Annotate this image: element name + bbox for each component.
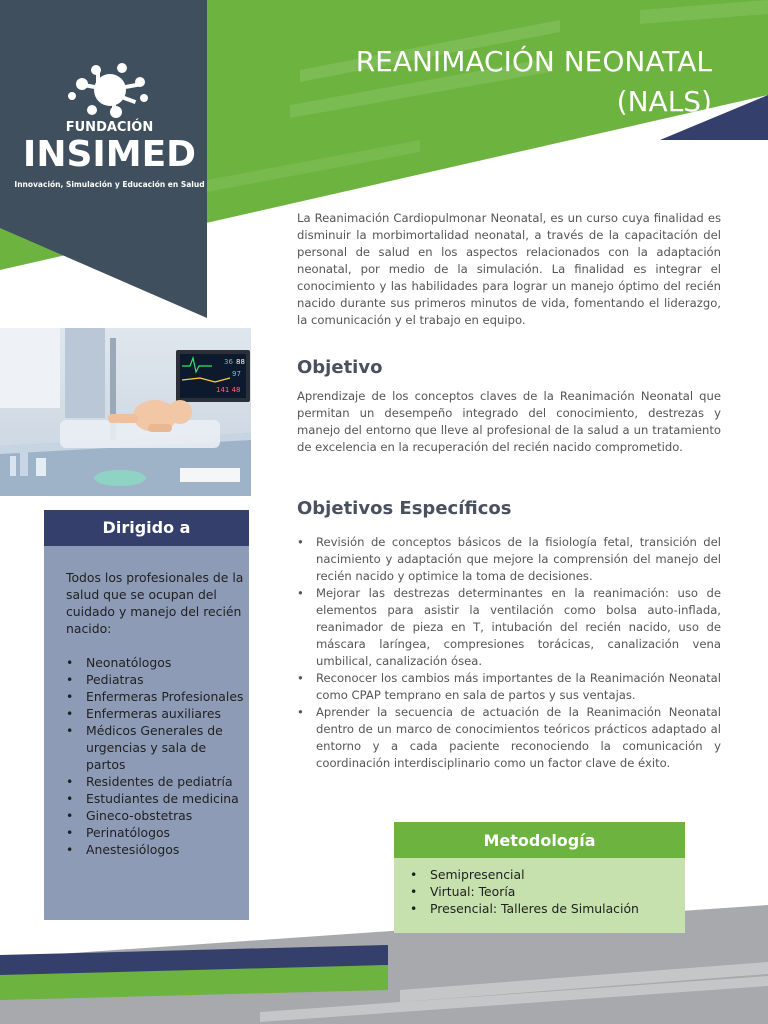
metodologia-list	[410, 866, 680, 917]
logo-tagline: Innovación, Simulación y Educación en Salud	[14, 180, 205, 189]
page-title	[356, 42, 712, 122]
list-item: • Estudiantes de medicina	[66, 790, 246, 807]
list-item: • Enfermeras Profesionales	[66, 688, 246, 705]
list-item: • Mejorar las destrezas determinantes en la reanimación: uso de elementos para asistir la ventilación como bolsa auto-inflada, reanimador de pieza en T, intubación del recién nacido, uso de máscara laríngea, compresiones torácicas, canalización vena umbilical, canalización ósea.	[297, 585, 721, 670]
list-item: • Residentes de pediatría	[66, 773, 246, 790]
especificos-list	[297, 534, 721, 772]
list-item: • Revisión de conceptos básicos de la fisiología fetal, transición del nacimiento y adaptación que mejore la comprensión del manejo del recién nacido y optimice la toma de decisiones.	[297, 534, 721, 585]
list-item: • Presencial: Talleres de Simulación	[410, 900, 680, 917]
list-item: • Anestesiólogos	[66, 841, 246, 858]
monitor-reading: 88	[236, 358, 245, 366]
logo-name: INSIMED	[22, 134, 197, 175]
dirigido-list	[66, 654, 246, 858]
objetivo-text: Aprendizaje de los conceptos claves de la Reanimación Neonatal que permitan un desempeño integrado del conocimiento, destrezas y manejo del entorno que lleve al profesional de la salud a un tratamiento de excelencia en la recuperación del recién nacido comprometido.	[297, 389, 721, 454]
list-item: • Aprender la secuencia de actuación de la Reanimación Neonatal dentro de un marco de conocimientos teóricos prácticos adaptado al entorno y a cada paciente reconociendo la comunicación y coordinación interdisciplinario como un factor clave de éxito.	[297, 704, 721, 772]
list-item: • Semipresencial	[410, 866, 680, 883]
simulation-photo	[0, 328, 251, 496]
title-line-1: REANIMACIÓN NEONATAL	[355, 45, 712, 78]
list-item: • Gineco-obstetras	[66, 807, 246, 824]
list-item: • Pediatras	[66, 671, 246, 688]
list-item: • Médicos Generales de urgencias y sala de partos	[66, 722, 246, 773]
list-item: • Enfermeras auxiliares	[66, 705, 246, 722]
dirigido-heading: Dirigido a	[44, 510, 249, 546]
list-item: • Virtual: Teoría	[410, 883, 680, 900]
molecule-icon	[12, 60, 207, 120]
list-item: • Reconocer los cambios más importantes de la Reanimación Neonatal como CPAP temprano en sala de partos y sus ventajas.	[297, 670, 721, 704]
monitor-reading: 141 48	[216, 386, 241, 394]
objetivo-heading: Objetivo	[297, 357, 383, 378]
title-line-2: (NALS)	[616, 85, 712, 118]
monitor-reading: 36	[224, 358, 233, 366]
list-item: • Neonatólogos	[66, 654, 246, 671]
logo-org: FUNDACIÓN	[65, 120, 154, 135]
metodologia-heading: Metodología	[394, 822, 685, 858]
logo	[12, 60, 207, 200]
list-item: • Perinatólogos	[66, 824, 246, 841]
especificos-heading: Objetivos Específicos	[297, 498, 512, 519]
monitor-reading: 97	[232, 370, 241, 378]
dirigido-intro: Todos los profesionales de la salud que se ocupan del cuidado y manejo del recién nacido:	[66, 570, 244, 636]
intro-paragraph: La Reanimación Cardiopulmonar Neonatal, es un curso cuya finalidad es disminuir la morbimortalidad neonatal, a través de la capacitación del personal de salud en los aspectos relacionados con la adaptación neonatal, por medio de la simulación. La finalidad es integrar el conocimiento y las habilidades para lograr un manejo óptimo del recién nacido durante sus primeros minutos de vida, fomentando el liderazgo, la comunicación y el trabajo en equipo.	[297, 211, 721, 327]
